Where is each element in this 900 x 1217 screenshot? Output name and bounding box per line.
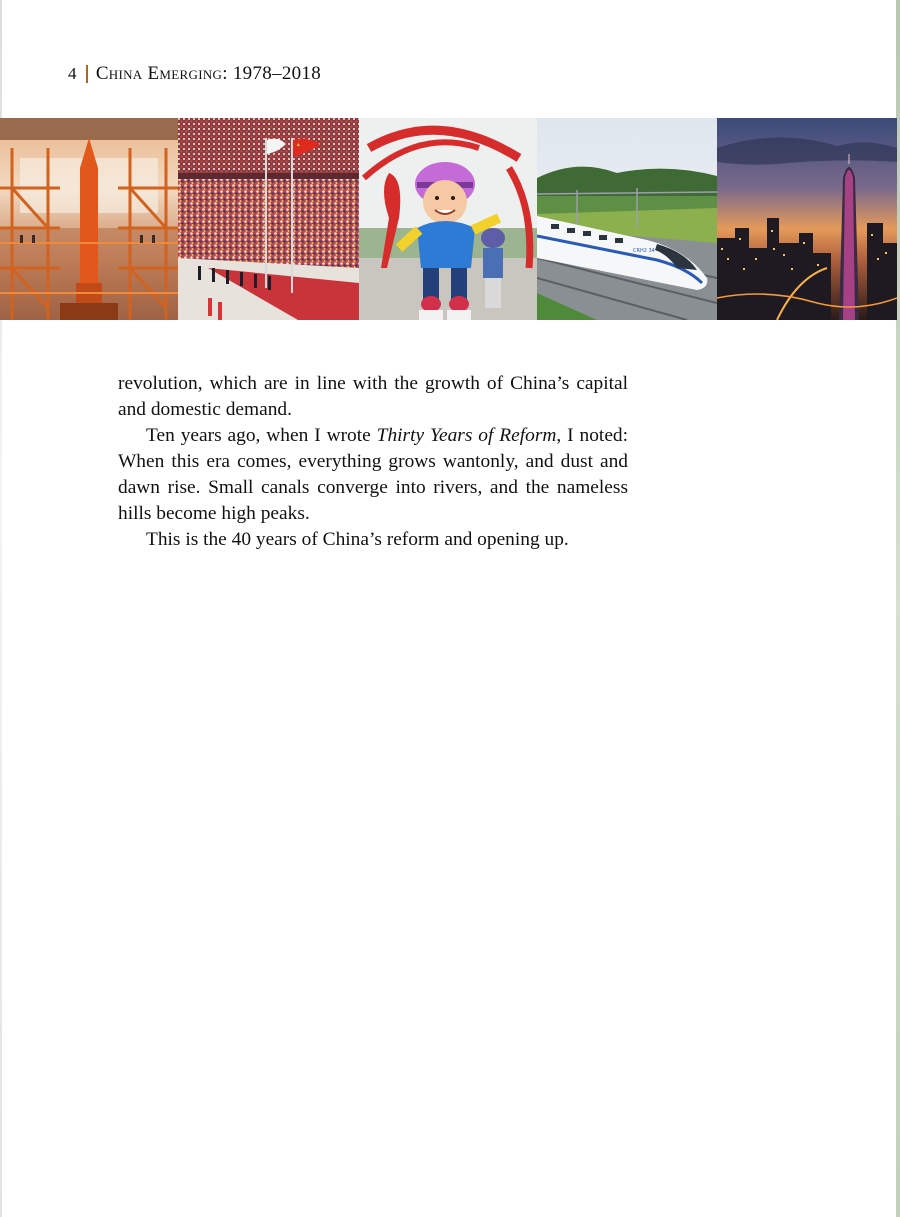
photo-city-skyline (717, 118, 897, 320)
paragraph-thirty-years (118, 423, 628, 527)
running-head-separator (86, 65, 88, 83)
paragraph-continuation: revolution, which are in line with the growth of China’s capital and domestic demand. (118, 373, 628, 420)
photo-child-skater (359, 118, 537, 320)
running-head (68, 63, 321, 85)
body-text (118, 371, 628, 553)
photo-stadium-ceremony (178, 118, 359, 320)
book-title-header: China Emerging: 1978–2018 (95, 63, 322, 84)
book-title-italic: Thirty Years of Reform (376, 425, 557, 446)
paragraph-forty-years: This is the 40 years of China’s reform and opening up. (146, 529, 569, 550)
photo-strip (0, 118, 897, 320)
paragraph-text-before: Ten years ago, when I wrote (146, 425, 377, 446)
train-number-label: CRH2 34 (633, 248, 655, 254)
photo-high-speed-train (537, 118, 717, 320)
photo-rocket-assembly (0, 118, 178, 320)
paragraph-text-after: , I noted: When this era comes, everything grows wantonly, and dust and dawn rise. Small canals converge into rivers, and the nameless hills become high peaks. (118, 425, 629, 524)
page-number: 4 (68, 64, 77, 83)
